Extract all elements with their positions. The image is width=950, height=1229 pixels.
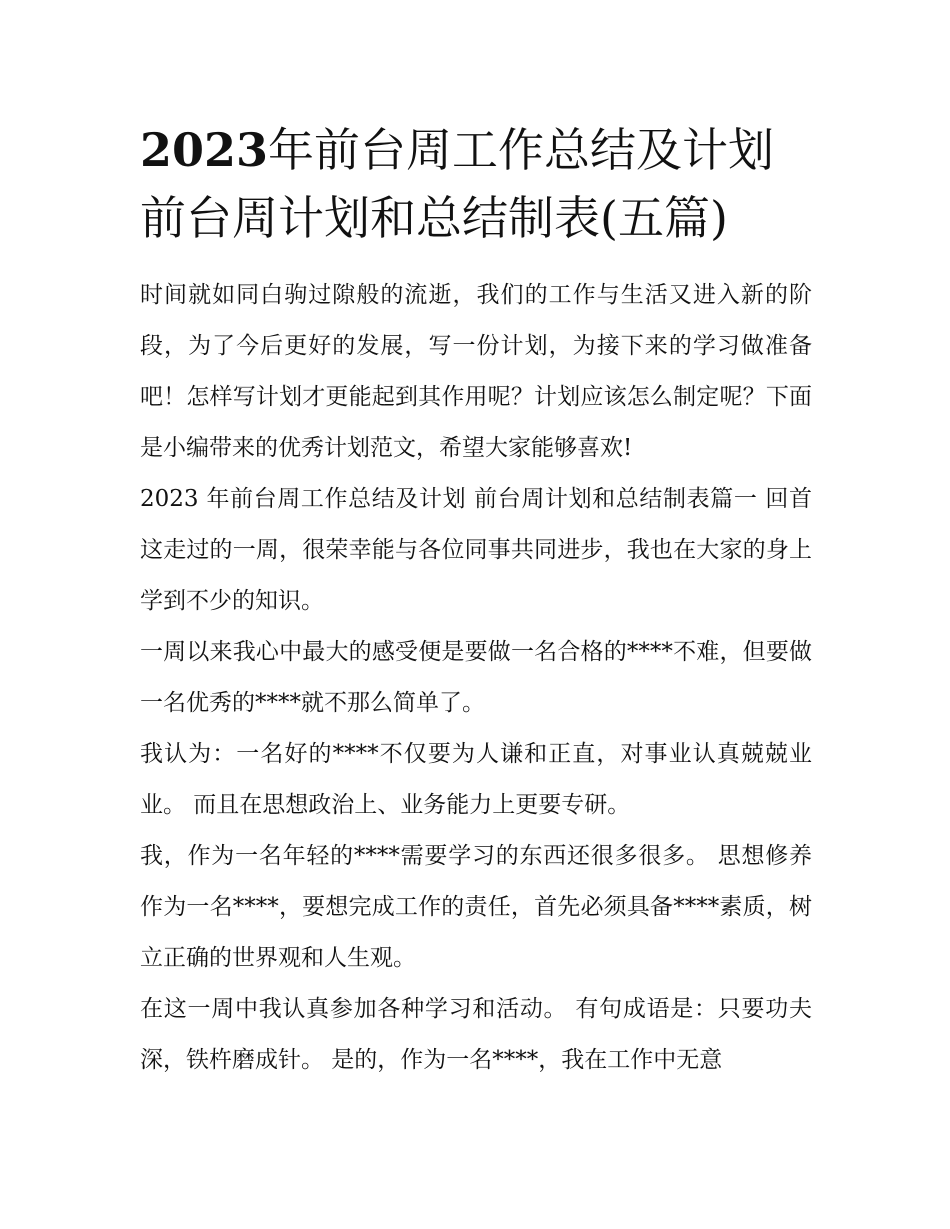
title-line-1-text: 年前台周工作总结及计划	[268, 123, 775, 177]
paragraph-3: 我认为：一名好的****不仅要为人谦和正直，对事业认真兢兢业业。 而且在思想政治上、业务能力上更要专研。	[140, 741, 812, 818]
paragraph-2: 一周以来我心中最大的感受便是要做一名合格的****不难，但要做一名优秀的****就不那么简单了。	[140, 639, 812, 716]
paragraph-intro: 时间就如同白驹过隙般的流逝，我们的工作与生活又进入新的阶段，为了今后更好的发展，写一份计划，为接下来的学习做准备吧！怎样写计划才更能起到其作用呢？计划应该怎么制定呢？下面是小编带来的优秀计划范文，希望大家能够喜欢!	[140, 282, 812, 461]
document-title	[140, 116, 812, 252]
document-page	[140, 116, 812, 1086]
paragraph-5: 在这一周中我认真参加各种学习和活动。 有句成语是：只要功夫深，铁杵磨成针。 是的，作为一名****，我在工作中无意	[140, 996, 812, 1073]
paragraph-4: 我，作为一名年轻的****需要学习的东西还很多很多。 思想修养作为一名****，要想完成工作的责任，首先必须具备****素质，树立正确的世界观和人生观。	[140, 843, 812, 971]
paragraph-1: 2023 年前台周工作总结及计划 前台周计划和总结制表篇一 回首这走过的一周，很荣幸能与各位同事共同进步，我也在大家的身上学到不少的知识。	[140, 486, 812, 614]
title-line-2: 前台周计划和总结制表(五篇)	[140, 191, 728, 245]
title-year: 2023	[140, 123, 269, 177]
document-body	[140, 270, 812, 1086]
title-line-1	[140, 116, 812, 184]
